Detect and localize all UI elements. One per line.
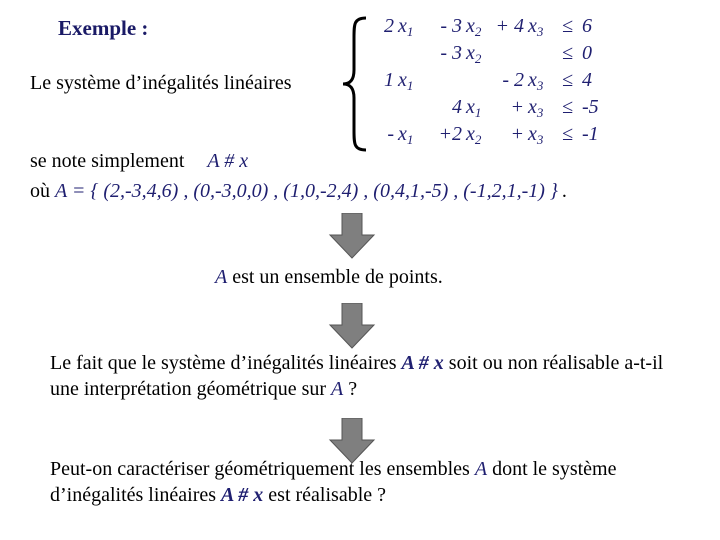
q2-a: A (474, 458, 488, 480)
notation-line (30, 150, 248, 173)
row-cell-e: + 4 (495, 15, 524, 37)
q1-a: A (331, 378, 344, 400)
inequality-row (372, 122, 612, 146)
row-cell-b: $x_1$ (398, 69, 414, 93)
set-a-symbol: A (215, 266, 228, 288)
where-suffix: . (561, 180, 567, 202)
row-cell-d: $x_2$ (466, 42, 482, 66)
inequality-row (372, 41, 612, 65)
row-cell-rhs: 4 (582, 69, 592, 91)
inequality-row (372, 95, 612, 119)
row-cell-e: + (510, 96, 524, 118)
row-cell-rel: ≤ (562, 69, 573, 91)
notation-formula: A # x (207, 150, 249, 172)
row-cell-e: + (510, 123, 524, 145)
row-cell-a: 1 (384, 69, 394, 91)
matrix-formula: A = { (2,-3,4,6) , (0,-3,0,0) , (1,0,-2,4) , (0,4,1,-5) , (-1,2,1,-1) } (55, 180, 558, 202)
where-prefix: où (30, 180, 50, 202)
question-characterization (50, 456, 670, 508)
statement-points (215, 266, 443, 289)
matrix-definition (30, 180, 567, 203)
row-cell-rel: ≤ (562, 42, 573, 64)
inequality-system (372, 14, 612, 154)
row-cell-c: - 3 (440, 42, 462, 64)
q2-end: est réalisable ? (263, 484, 387, 506)
question-interpretation (50, 350, 670, 402)
row-cell-c: - 3 (440, 15, 462, 37)
row-cell-rhs: 6 (582, 15, 592, 37)
row-cell-rel: ≤ (562, 96, 573, 118)
row-cell-f: $x_3$ (528, 15, 544, 39)
notation-prefix: se note simplement (30, 150, 185, 172)
row-cell-a: - (387, 123, 394, 145)
intro-text: Le système d’inégalités linéaires (30, 72, 292, 94)
q1-end: ? (343, 378, 358, 400)
q2-pre: Peut-on caractériser géométriquement les ensembles (50, 458, 475, 480)
q1-pre: Le fait que le système d’inégalités linéaires (50, 352, 402, 374)
row-cell-rhs: -1 (582, 123, 599, 145)
q2-mid: dont le système d’inégalités linéaires (50, 458, 617, 506)
row-cell-rel: ≤ (562, 123, 573, 145)
row-cell-rhs: 0 (582, 42, 592, 64)
row-cell-c: 4 (452, 96, 462, 118)
q1-post: soit ou non réalisable a-t-il une interprétation géométrique sur (50, 352, 664, 400)
inequality-row (372, 68, 612, 92)
row-cell-f: $x_3$ (528, 96, 544, 120)
row-cell-b: $x_1$ (398, 15, 414, 39)
statement-points-text: est un ensemble de points. (227, 266, 443, 288)
row-cell-b: $x_1$ (398, 123, 414, 147)
q2-formula: A # x (221, 484, 264, 506)
q1-formula: A # x (401, 352, 444, 374)
row-cell-c: +2 (438, 123, 462, 145)
row-cell-d: $x_1$ (466, 96, 482, 120)
example-title: Exemple : (58, 16, 149, 40)
row-cell-d: $x_2$ (466, 123, 482, 147)
row-cell-f: $x_3$ (528, 69, 544, 93)
row-cell-e: - 2 (502, 69, 524, 91)
row-cell-a: 2 (384, 15, 394, 37)
down-arrow-icon (328, 213, 376, 259)
row-cell-rel: ≤ (562, 15, 573, 37)
down-arrow-icon (328, 303, 376, 349)
left-brace (338, 14, 372, 154)
row-cell-d: $x_2$ (466, 15, 482, 39)
inequality-row (372, 14, 612, 38)
row-cell-f: $x_3$ (528, 123, 544, 147)
row-cell-rhs: -5 (582, 96, 599, 118)
